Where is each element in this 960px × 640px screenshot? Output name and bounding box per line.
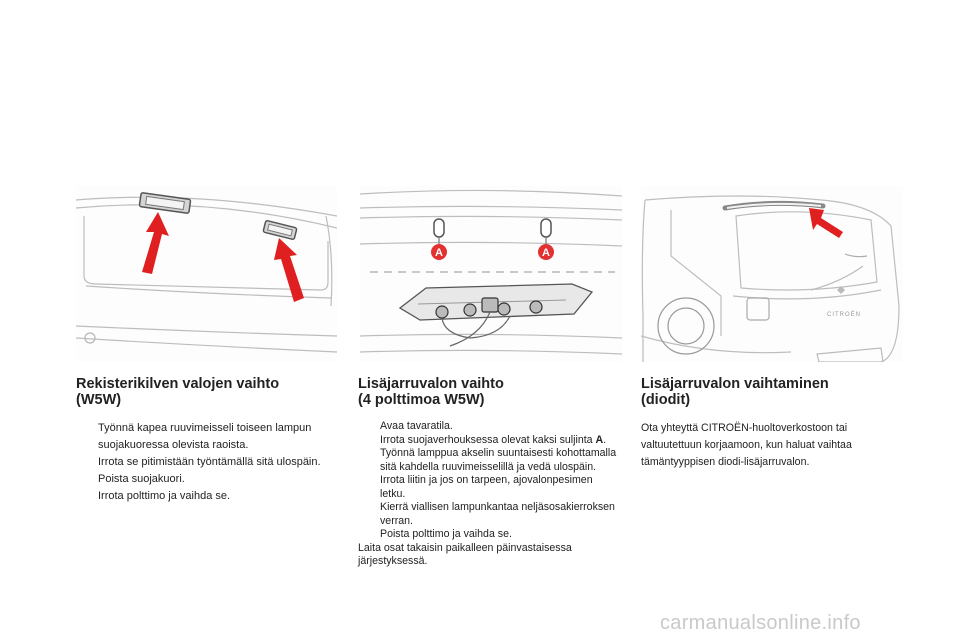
tail-lamp <box>747 298 769 320</box>
brake-light-strip <box>725 203 823 208</box>
illustration-car-rear <box>641 186 903 362</box>
section-plate-lamps <box>76 376 338 505</box>
section-title: Rekisterikilven valojen vaihto (W5W) <box>76 376 280 408</box>
brake-light-drawing <box>360 186 622 362</box>
red-arrow-left <box>142 212 169 274</box>
section-title: Lisäjarruvalon vaihtaminen (diodit) <box>641 376 829 408</box>
marker-a-right <box>538 244 554 260</box>
reassembly-note: Laita osat takaisin paikalleen päinvastaisessa järjestyksessä. <box>358 541 572 567</box>
list-item: Irrota polttimo ja vaihda se. <box>98 490 231 502</box>
red-arrow-car <box>809 208 843 238</box>
watermark: carmanualsonline.info <box>660 612 861 634</box>
body-text: Ota yhteyttä CITROËN-huoltoverkostoon tai valtuutettuun korjaamoon, kun haluat vaihtaa tämäntyyppisen diodi-lisäjarruvalon. <box>641 422 852 468</box>
brand-badge: CITROËN <box>827 312 861 318</box>
list-item: Irrota se pitimistään työntämällä sitä ulospäin. <box>98 456 321 468</box>
plate-lamp-right <box>263 220 297 239</box>
fastener-right <box>541 219 551 244</box>
car-rear-drawing <box>641 186 903 362</box>
plate-lamp-left <box>139 193 190 214</box>
list-item: Työnnä lamppua akselin suuntaisesti kohottamalla sitä kahdella ruuvimeisselillä ja vedä ulospäin. <box>380 447 617 473</box>
red-arrow-right <box>274 238 304 302</box>
illustration-plate-lamps <box>76 186 337 362</box>
illustration-brake-light-bulbs <box>360 186 622 362</box>
list-item: Irrota liitin ja jos on tarpeen, ajovalonpesimen letku. <box>380 474 593 500</box>
list-item: Avaa tavaratila. <box>380 420 453 432</box>
section-brake-light-bulbs <box>358 376 620 569</box>
list-item: Irrota suojaverhouksessa olevat kaksi suljinta A. <box>380 433 607 446</box>
list-item: Kierrä viallisen lampunkantaa neljäsosakierroksen verran. <box>380 501 615 527</box>
section-led-brake-light <box>641 376 903 471</box>
steps-list <box>358 420 620 542</box>
svg-text:A: A <box>542 247 550 259</box>
section-title: Lisäjarruvalon vaihto (4 polttimoa W5W) <box>358 376 504 408</box>
plate-lamps-drawing <box>76 186 337 362</box>
steps-list <box>76 420 338 505</box>
marker-a-left <box>431 244 447 260</box>
svg-text:A: A <box>435 247 443 259</box>
list-item: Poista polttimo ja vaihda se. <box>380 528 512 540</box>
list-item: Työnnä kapea ruuvimeisseli toiseen lampun suojakuoressa olevista raoista. <box>98 422 312 451</box>
fastener-left <box>434 219 444 244</box>
list-item: Poista suojakuori. <box>98 473 185 485</box>
